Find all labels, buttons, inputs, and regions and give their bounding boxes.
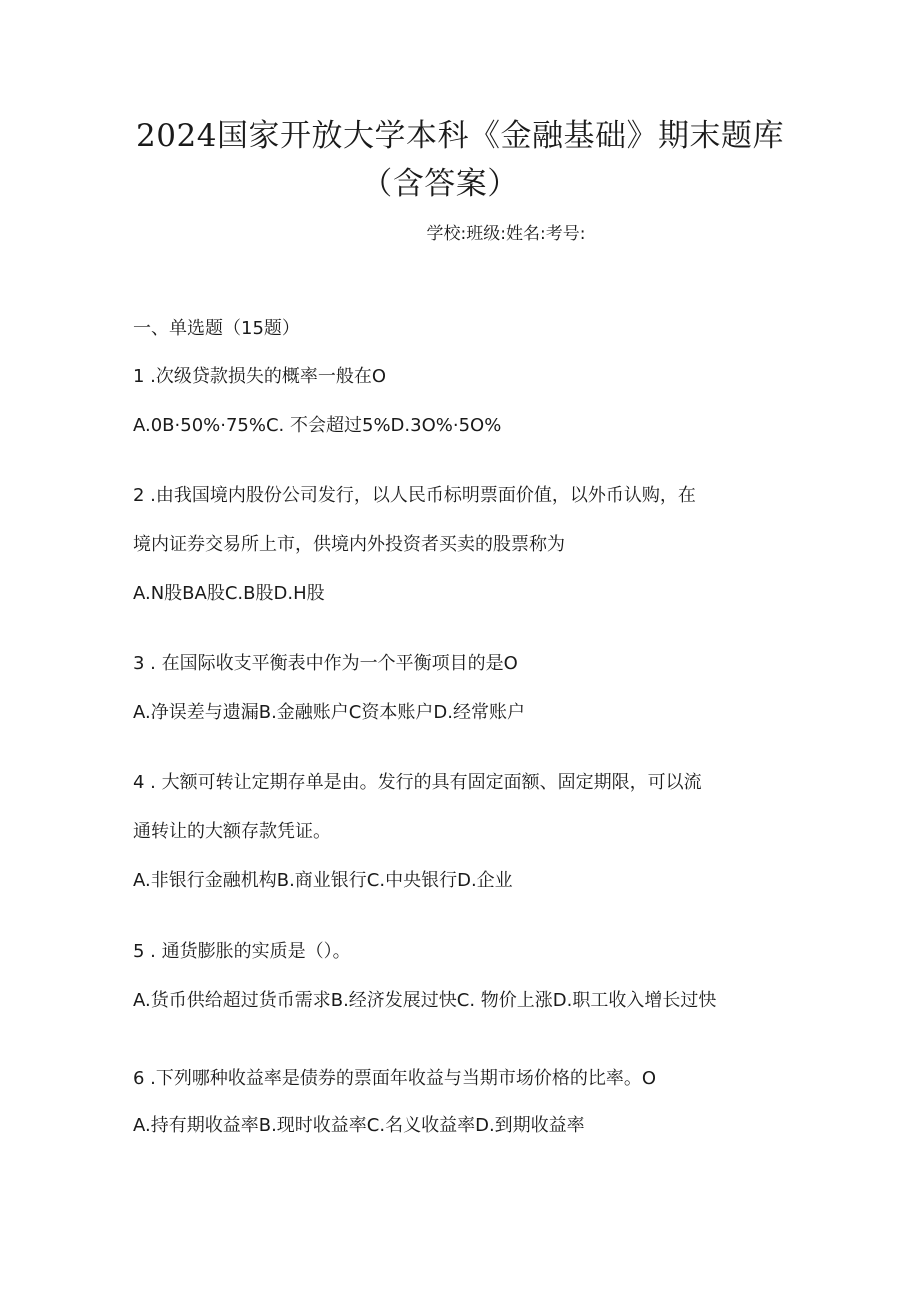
question-stem: 1 .次级贷款损失的概率一般在O xyxy=(133,366,387,387)
question-stem: 5 . 通货膨胀的实质是（）。 xyxy=(133,941,351,962)
question-stem: 通转让的大额存款凭证。 xyxy=(133,821,331,842)
question-options: A.持有期收益率B.现时收益率C.名义收益率D.到期收益率 xyxy=(133,1115,585,1136)
question-stem: 2 .由我国境内股份公司发行，以人民币标明票面价值，以外币认购，在 xyxy=(133,485,696,506)
document-title: 2024国家开放大学本科《金融基础》期末题库 xyxy=(136,118,784,154)
question-stem: 4 . 大额可转让定期存单是由。发行的具有固定面额、固定期限，可以流 xyxy=(133,772,702,793)
question-options: A.净误差与遗漏B.金融账户C资本账户D.经常账户 xyxy=(133,702,525,723)
question-options: A.N股BA股C.B股D.H股 xyxy=(133,583,325,604)
question-stem: 6 .下列哪种收益率是债券的票面年收益与当期市场价格的比率。O xyxy=(133,1068,657,1089)
section-heading: 一、单选题（15题） xyxy=(133,318,300,339)
question-stem: 3 . 在国际收支平衡表中作为一个平衡项目的是O xyxy=(133,653,518,674)
question-stem: 境内证券交易所上市，供境内外投资者买卖的股票称为 xyxy=(133,534,565,555)
student-info-line: 学校:班级:姓名:考号: xyxy=(426,224,586,244)
question-options: A.非银行金融机构B.商业银行C.中央银行D.企业 xyxy=(133,870,513,891)
document-subtitle: （含答案） xyxy=(361,166,519,202)
question-options: A.货币供给超过货币需求B.经济发展过快C. 物价上涨D.职工收入增长过快 xyxy=(133,990,717,1011)
question-options: A.0B·50%·75%C. 不会超过5%D.3O%·5O% xyxy=(133,415,502,436)
